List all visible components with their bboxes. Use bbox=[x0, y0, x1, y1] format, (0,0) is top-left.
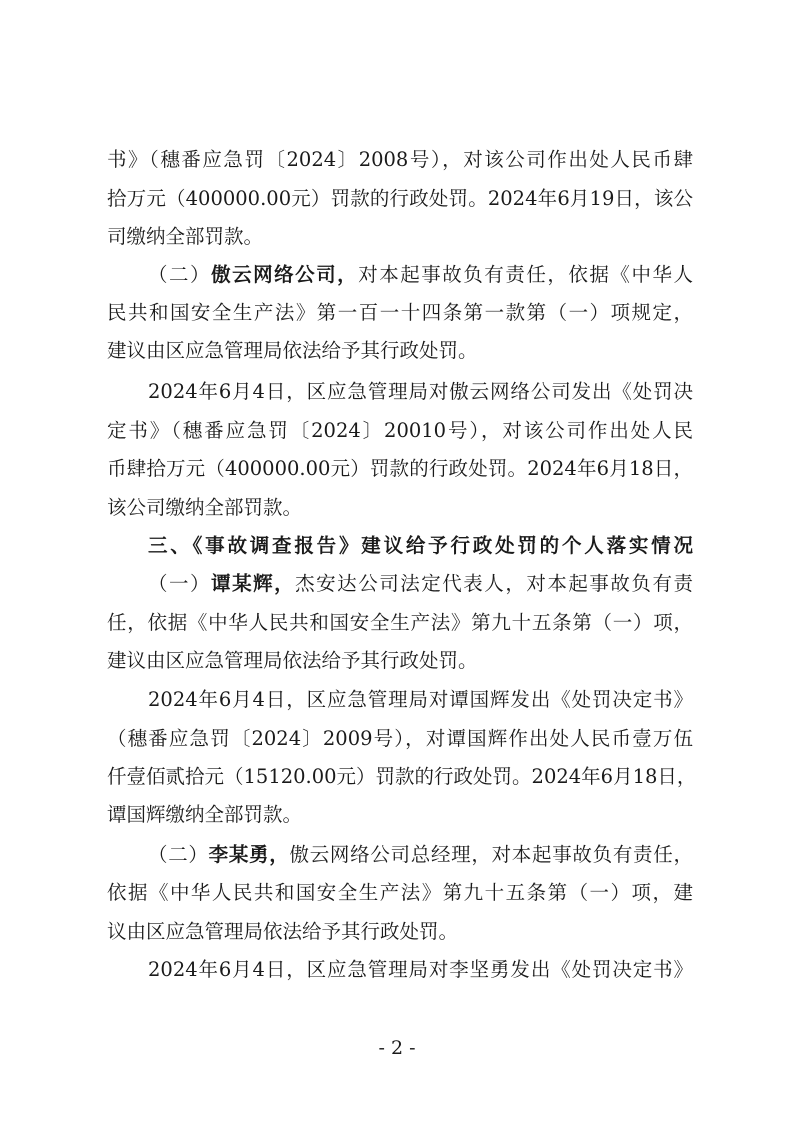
paragraph-line: （穗番应急罚〔2024〕2009号），对谭国辉作出处人民币壹万伍 bbox=[107, 727, 693, 750]
paragraph-line: 建议由区应急管理局依法给予其行政处罚。 bbox=[107, 339, 478, 362]
paragraph-line-first bbox=[148, 840, 693, 870]
entity-name-bold: 傲云网络公司， bbox=[211, 263, 359, 286]
paragraph-line: 币肆拾万元（400000.00元）罚款的行政处罚。2024年6月18日， bbox=[107, 457, 693, 480]
paragraph-line: 谭国辉缴纳全部罚款。 bbox=[107, 803, 303, 826]
paragraph-line: 定书》（穗番应急罚〔2024〕20010号），对该公司作出处人民 bbox=[107, 419, 693, 442]
paragraph-line: 依据《中华人民共和国安全生产法》第九十五条第（一）项，建 bbox=[107, 881, 693, 904]
paragraph-line-first bbox=[148, 260, 693, 290]
person-name-bold: 李某勇， bbox=[208, 843, 290, 866]
paragraph-line: 议由区应急管理局依法给予其行政处罚。 bbox=[107, 920, 459, 943]
item-number: （一） bbox=[148, 572, 212, 595]
paragraph-line-first: 2024年6月4日，区应急管理局对傲云网络公司发出《处罚决 bbox=[148, 380, 693, 403]
paragraph-line-first: 2024年6月4日，区应急管理局对谭国辉发出《处罚决定书》 bbox=[148, 688, 693, 711]
paragraph-line: 建议由区应急管理局依法给予其行政处罚。 bbox=[107, 649, 478, 672]
paragraph-text: 杰安达公司法定代表人，对本起事故负有责 bbox=[295, 572, 693, 595]
paragraph-text: 傲云网络公司总经理，对本起事故负有责任， bbox=[289, 843, 693, 866]
paragraph-line: 该公司缴纳全部罚款。 bbox=[107, 496, 303, 519]
item-number: （二） bbox=[148, 843, 209, 866]
paragraph-line: 司缴纳全部罚款。 bbox=[107, 225, 264, 248]
paragraph-line-first bbox=[148, 569, 693, 599]
paragraph-line: 书》（穗番应急罚〔2024〕2008号），对该公司作出处人民币肆 bbox=[107, 148, 693, 171]
section-heading: 三、《事故调查报告》建议给予行政处罚的个人落实情况 bbox=[148, 534, 693, 557]
paragraph-line: 任，依据《中华人民共和国安全生产法》第九十五条第（一）项， bbox=[107, 611, 693, 634]
item-number: （二） bbox=[148, 263, 212, 286]
paragraph-line: 拾万元（400000.00元）罚款的行政处罚。2024年6月19日，该公 bbox=[107, 187, 693, 210]
paragraph-line: 民共和国安全生产法》第一百一十四条第一款第（一）项规定， bbox=[107, 301, 693, 324]
paragraph-line-first: 2024年6月4日，区应急管理局对李坚勇发出《处罚决定书》 bbox=[148, 958, 693, 981]
paragraph-text: 对本起事故负有责任，依据《中华人 bbox=[358, 263, 693, 286]
paragraph-line: 仟壹佰贰拾元（15120.00元）罚款的行政处罚。2024年6月18日， bbox=[107, 765, 697, 788]
person-name-bold: 谭某辉， bbox=[211, 572, 296, 595]
page-number: - 2 - bbox=[378, 1037, 416, 1059]
